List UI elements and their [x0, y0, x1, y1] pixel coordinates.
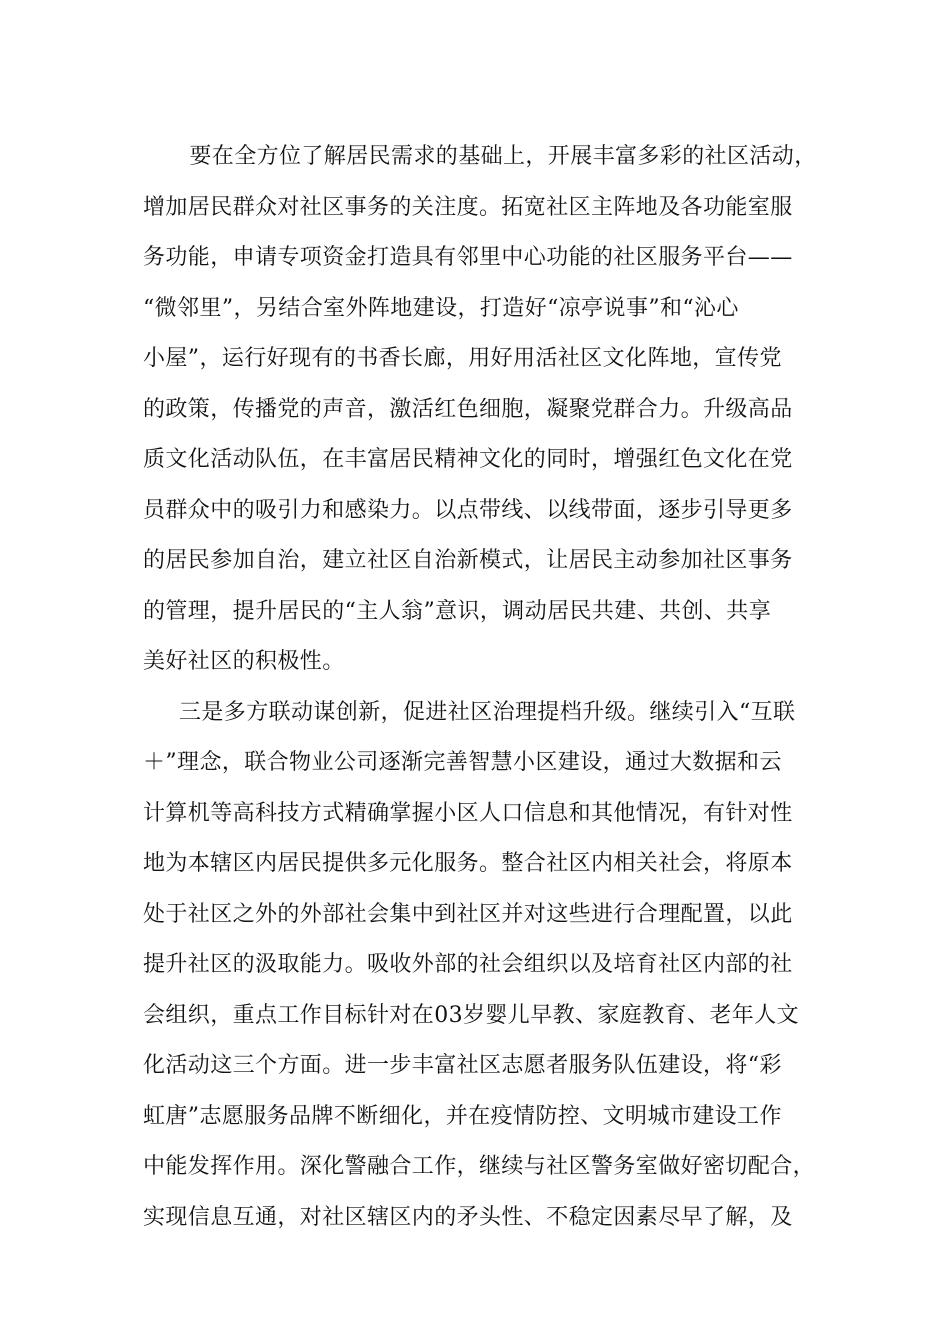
text-line: 地为本辖区内居民提供多元化服务。整合社区内相关社会，将原本 [143, 851, 793, 876]
text-line: “微邻里”，另结合室外阵地建设，打造好“凉亭说事”和“沁心 [143, 295, 739, 321]
text-line: 质文化活动队伍，在丰富居民精神文化的同时，增强红色文化在党 [143, 447, 793, 472]
text-line: 的管理，提升居民的“主人翁”意识，调动居民共建、共创、共享 [143, 598, 772, 624]
body-text [143, 132, 827, 1243]
text-line: 增加居民群众对社区事务的关注度。拓宽社区主阵地及各功能室服 [143, 194, 793, 220]
text-line: 的居民参加自治，建立社区自治新模式，让居民主动参加社区事务 [143, 548, 793, 573]
text-line: 要在全方位了解居民需求的基础上，开展丰富多彩的社区活动， [167, 144, 817, 169]
text-line: 会组织，重点工作目标针对在03岁婴儿早教、家庭教育、老年人文 [143, 1002, 799, 1028]
text-line: 计算机等高科技方式精确掌握小区人口信息和其他情况，有针对性 [143, 800, 793, 826]
text-line: ＋”理念，联合物业公司逐渐完善智慧小区建设，通过大数据和云 [143, 750, 782, 775]
text-line: 三是多方联动谋创新，促进社区治理提档升级。继续引入“互联 [179, 699, 796, 725]
text-line: 小屋”，运行好现有的书香长廊，用好用活社区文化阵地，宣传党 [143, 346, 782, 371]
text-line: 美好社区的积极性。 [143, 649, 345, 674]
text-line: 化活动这三个方面。进一步丰富社区志愿者服务队伍建设，将“彩 [143, 1053, 782, 1078]
text-line: 虹唐”志愿服务品牌不断细化，并在疫情防控、文明城市建设工作 [143, 1103, 782, 1129]
text-line: 实现信息互通，对社区辖区内的矛头性、不稳定因素尽早了解，及 [143, 1204, 793, 1230]
text-line: 员群众中的吸引力和感染力。以点带线、以线带面，逐步引导更多 [143, 497, 793, 523]
text-line: 务功能，申请专项资金打造具有邻里中心功能的社区服务平台—— [143, 245, 793, 270]
text-line: 中能发挥作用。深化警融合工作，继续与社区警务室做好密切配合， [143, 1154, 816, 1179]
text-line: 的政策，传播党的声音，激活红色细胞，凝聚党群合力。升级高品 [143, 396, 793, 422]
text-line: 提升社区的汲取能力。吸收外部的社会组织以及培育社区内部的社 [143, 952, 793, 977]
text-line: 处于社区之外的外部社会集中到社区并对这些进行合理配置，以此 [143, 901, 793, 927]
